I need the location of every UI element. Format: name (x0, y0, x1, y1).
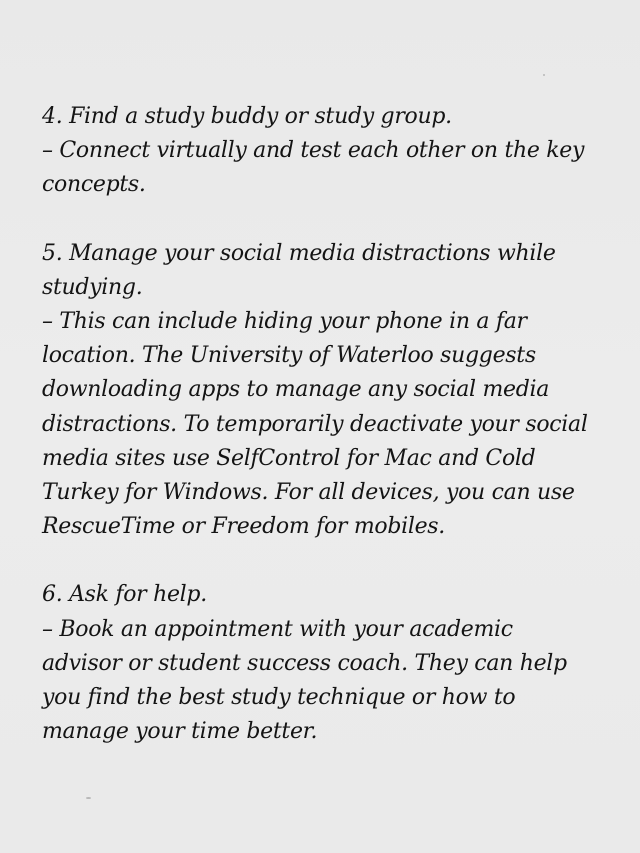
tip-5-heading: 5. Manage your social media distractions while (42, 240, 556, 266)
tip-5-line: location. The University of Waterloo suggests (42, 343, 536, 369)
tip-5-line: Turkey for Windows. For all devices, you can use (42, 480, 575, 506)
tip-5-line: downloading apps to manage any social media (42, 377, 550, 403)
tip-5 (42, 237, 622, 545)
tip-5-heading: studying. (42, 274, 143, 300)
dust-speck (86, 797, 91, 799)
tip-6 (42, 578, 622, 749)
tip-6-line: you find the best study technique or how to (42, 685, 516, 711)
dust-speck (543, 74, 545, 76)
tip-6-line: advisor or student success coach. They can help (42, 650, 567, 676)
tip-4-heading: 4. Find a study buddy or study group. (42, 104, 452, 129)
tip-4-line: – Connect virtually and test each other on the key (42, 138, 585, 164)
tip-6-line: manage your time better. (42, 719, 318, 745)
tip-4 (42, 100, 622, 203)
tip-6-line: – Book an appointment with your academic (42, 616, 513, 642)
tip-5-line: – This can include hiding your phone in a far (42, 309, 527, 335)
tips-text (42, 100, 622, 783)
tip-5-line: media sites use SelfControl for Mac and Cold (42, 445, 536, 471)
tip-5-line: distractions. To temporarily deactivate your social (42, 411, 588, 437)
tip-4-line: concepts. (42, 172, 146, 198)
tip-5-line: RescueTime or Freedom for mobiles. (42, 514, 445, 540)
tip-6-heading: 6. Ask for help. (42, 582, 207, 608)
